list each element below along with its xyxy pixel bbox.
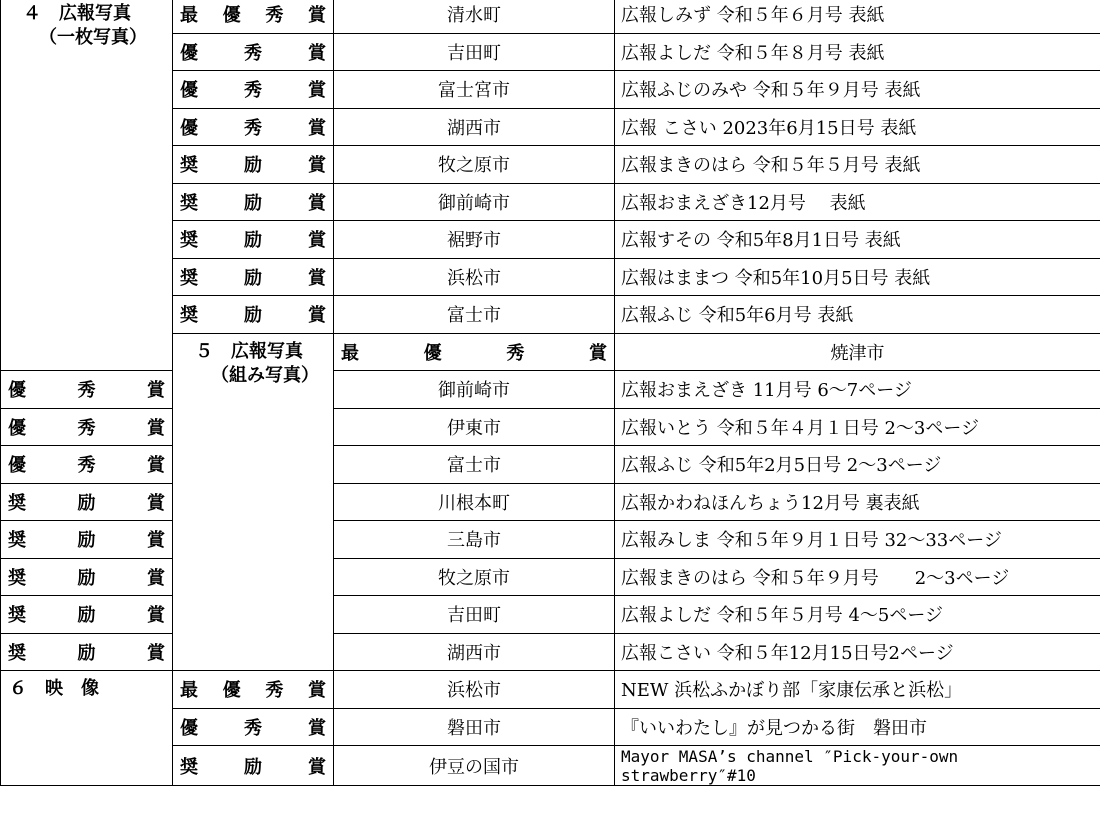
- municipality-cell: 磐田市: [334, 708, 615, 746]
- table-row: [1, 446, 1100, 484]
- work-cell: 『いいわたし』が見つかる街 磐田市: [615, 708, 1100, 746]
- award-cell: 優 秀 賞: [173, 108, 334, 146]
- municipality-cell: 牧之原市: [334, 558, 615, 596]
- municipality-cell: 吉田町: [334, 596, 615, 634]
- work-cell: 広報よしだ 令和５年５月号 4～5ページ: [615, 596, 1100, 634]
- table-row: [1, 633, 1100, 671]
- work-cell: NEW 浜松ふかぼり部「家康伝承と浜松」: [615, 671, 1100, 709]
- award-cell: 優 秀 賞: [173, 33, 334, 71]
- award-cell: 奨 励 賞: [1, 521, 173, 559]
- award-cell: 優 秀 賞: [1, 446, 173, 484]
- work-cell: Mayor MASA’s channel ″Pick-your-own strawberry″#10: [615, 746, 1100, 786]
- municipality-cell: 伊豆の国市: [334, 746, 615, 786]
- municipality-cell: 富士宮市: [334, 71, 615, 109]
- municipality-cell: 富士市: [334, 446, 615, 484]
- category-cell: [1, 671, 173, 786]
- work-cell: 広報ふじ 令和5年6月号 表紙: [615, 296, 1100, 334]
- municipality-cell: 湖西市: [334, 108, 615, 146]
- municipality-cell: 三島市: [334, 521, 615, 559]
- award-cell: 奨 励 賞: [1, 596, 173, 634]
- table-row: [1, 521, 1100, 559]
- award-cell: 優 秀 賞: [1, 371, 173, 409]
- table-row: [1, 558, 1100, 596]
- work-cell: 広報おまえざき12月号 表紙: [615, 183, 1100, 221]
- award-cell: 奨 励 賞: [173, 221, 334, 259]
- municipality-cell: 吉田町: [334, 33, 615, 71]
- municipality-cell: 浜松市: [334, 258, 615, 296]
- table-row: [1, 408, 1100, 446]
- work-cell: 広報まきのはら 令和５年５月号 表紙: [615, 146, 1100, 184]
- table-row: [1, 371, 1100, 409]
- work-cell: 広報おまえざき 11月号 6～7ページ: [615, 371, 1100, 409]
- award-cell: 奨 励 賞: [173, 296, 334, 334]
- award-cell: 奨 励 賞: [173, 146, 334, 184]
- municipality-cell: 湖西市: [334, 633, 615, 671]
- award-cell: 奨 励 賞: [1, 633, 173, 671]
- table-row: [1, 483, 1100, 521]
- work-cell: 広報こさい 令和５年12月15日号2ページ: [615, 633, 1100, 671]
- award-cell: 奨 励 賞: [1, 483, 173, 521]
- municipality-cell: 御前崎市: [334, 371, 615, 409]
- municipality-cell: 川根本町: [334, 483, 615, 521]
- award-cell: 優 秀 賞: [1, 408, 173, 446]
- municipality-cell: 清水町: [334, 0, 615, 33]
- municipality-cell: 伊東市: [334, 408, 615, 446]
- award-cell: 最 優 秀 賞: [173, 671, 334, 709]
- municipality-cell: 焼津市: [615, 333, 1100, 371]
- table-row: [1, 596, 1100, 634]
- category-subtitle: （一枚写真）: [39, 27, 147, 48]
- category-title: ６ 映 像: [9, 678, 99, 699]
- work-cell: 広報ふじ 令和5年2月5日号 2～3ページ: [615, 446, 1100, 484]
- award-cell: 優 秀 賞: [173, 708, 334, 746]
- award-cell: 最 優 秀 賞: [334, 333, 615, 371]
- award-cell: 奨 励 賞: [173, 746, 334, 786]
- work-cell: 広報ふじのみや 令和５年９月号 表紙: [615, 71, 1100, 109]
- award-cell: 奨 励 賞: [173, 258, 334, 296]
- municipality-cell: 裾野市: [334, 221, 615, 259]
- work-cell: 広報かわねほんちょう12月号 裏表紙: [615, 483, 1100, 521]
- table-row: [1, 671, 1100, 709]
- work-cell: 広報よしだ 令和５年８月号 表紙: [615, 33, 1100, 71]
- work-cell: 広報はままつ 令和5年10月5日号 表紙: [615, 258, 1100, 296]
- work-cell: 広報 こさい 2023年6月15日号 表紙: [615, 108, 1100, 146]
- category-title: ５ 広報写真: [195, 340, 303, 362]
- award-cell: 奨 励 賞: [173, 183, 334, 221]
- municipality-cell: 御前崎市: [334, 183, 615, 221]
- category-title: ４ 広報写真: [23, 3, 131, 24]
- municipality-cell: 富士市: [334, 296, 615, 334]
- table-row: [1, 0, 1100, 33]
- work-cell: 広報みしま 令和５年９月１日号 32～33ページ: [615, 521, 1100, 559]
- award-cell: 奨 励 賞: [1, 558, 173, 596]
- category-cell: [173, 333, 334, 671]
- municipality-cell: 浜松市: [334, 671, 615, 709]
- award-cell: 優 秀 賞: [173, 71, 334, 109]
- work-cell: 広報いとう 令和５年４月１日号 2～3ページ: [615, 408, 1100, 446]
- work-cell: 広報しみず 令和５年６月号 表紙: [615, 0, 1100, 33]
- award-cell: 最 優 秀 賞: [173, 0, 334, 33]
- category-cell: [1, 0, 173, 371]
- work-cell: 広報すその 令和5年8月1日号 表紙: [615, 221, 1100, 259]
- municipality-cell: 牧之原市: [334, 146, 615, 184]
- category-subtitle: （組み写真）: [211, 364, 319, 386]
- work-cell: 広報まきのはら 令和５年９月号 2～3ページ: [615, 558, 1100, 596]
